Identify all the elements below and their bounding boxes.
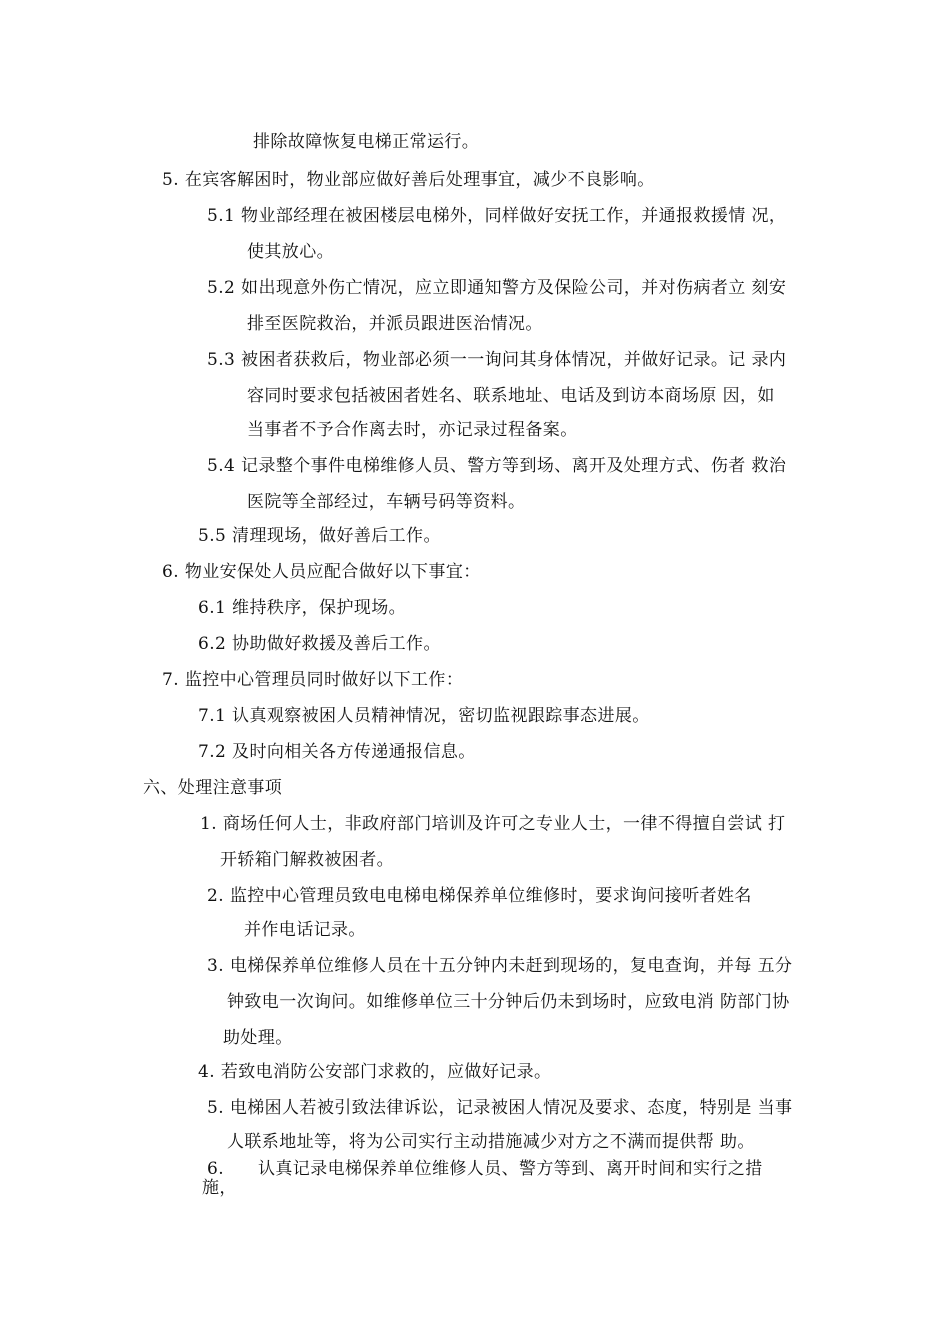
item-5-3: 5.3 被困者获救后，物业部必须一一询问其身体情况，并做好记录。记 录内	[207, 350, 787, 370]
text-line: 钟致电一次询问。如维修单位三十分钟后仍未到场时，应致电消 防部门协	[227, 992, 790, 1012]
note-text: 认真记录电梯保养单位维修人员、警方等到、离开时间和实行之措	[258, 1159, 763, 1179]
item-5-1: 5.1 物业部经理在被困楼层电梯外，同样做好安抚工作，并通报救援情 况，	[207, 206, 787, 226]
text-line: 当事者不予合作离去时，亦记录过程备案。	[247, 420, 578, 440]
note-item-4: 4. 若致电消防公安部门求救的，应做好记录。	[198, 1062, 552, 1082]
item-7-heading: 7. 监控中心管理员同时做好以下工作：	[162, 670, 464, 690]
item-6-1: 6.1 维持秩序，保护现场。	[198, 598, 407, 618]
item-5-2: 5.2 如出现意外伤亡情况，应立即通知警方及保险公司，并对伤病者立 刻安	[207, 278, 787, 298]
text-line: 施，	[202, 1178, 237, 1198]
text-line: 并作电话记录。	[244, 920, 366, 940]
item-5-5: 5.5 清理现场，做好善后工作。	[198, 526, 441, 546]
text-line: 排至医院救治，并派员跟进医治情况。	[247, 314, 543, 334]
note-item-3: 3. 电梯保养单位维修人员在十五分钟内未赶到现场的，复电查询，并每 五分	[207, 956, 793, 976]
text-line: 医院等全部经过，车辆号码等资料。	[247, 492, 526, 512]
note-item-6	[207, 1157, 763, 1181]
note-item-5: 5. 电梯困人若被引致法律诉讼，记录被困人情况及要求、态度，特别是 当事	[207, 1098, 793, 1118]
item-7-2: 7.2 及时向相关各方传递通报信息。	[198, 742, 476, 762]
text-line: 容同时要求包括被困者姓名、联系地址、电话及到访本商场原 因，如	[247, 386, 775, 406]
item-5-heading: 5. 在宾客解困时，物业部应做好善后处理事宜，减少不良影响。	[162, 170, 655, 190]
note-item-2: 2. 监控中心管理员致电电梯电梯保养单位维修时，要求询问接听者姓名	[207, 886, 752, 906]
text-line: 开轿箱门解救被困者。	[220, 850, 394, 870]
item-5-4: 5.4 记录整个事件电梯维修人员、警方等到场、离开及处理方式、伤者 救治	[207, 456, 787, 476]
item-6-2: 6.2 协助做好救援及善后工作。	[198, 634, 441, 654]
text-line: 排除故障恢复电梯正常运行。	[253, 132, 480, 152]
note-number: 6.	[207, 1159, 225, 1179]
section-heading: 六、处理注意事项	[143, 778, 283, 798]
item-7-1: 7.1 认真观察被困人员精神情况，密切监视跟踪事态进展。	[198, 706, 650, 726]
text-line: 使其放心。	[247, 242, 334, 262]
note-item-1: 1. 商场任何人士，非政府部门培训及许可之专业人士，一律不得擅自尝试 打	[200, 814, 786, 834]
item-6-heading: 6. 物业安保处人员应配合做好以下事宜：	[162, 562, 481, 582]
text-line: 人联系地址等，将为公司实行主动措施减少对方之不满而提供帮 助。	[227, 1132, 755, 1152]
text-line: 助处理。	[223, 1028, 293, 1048]
